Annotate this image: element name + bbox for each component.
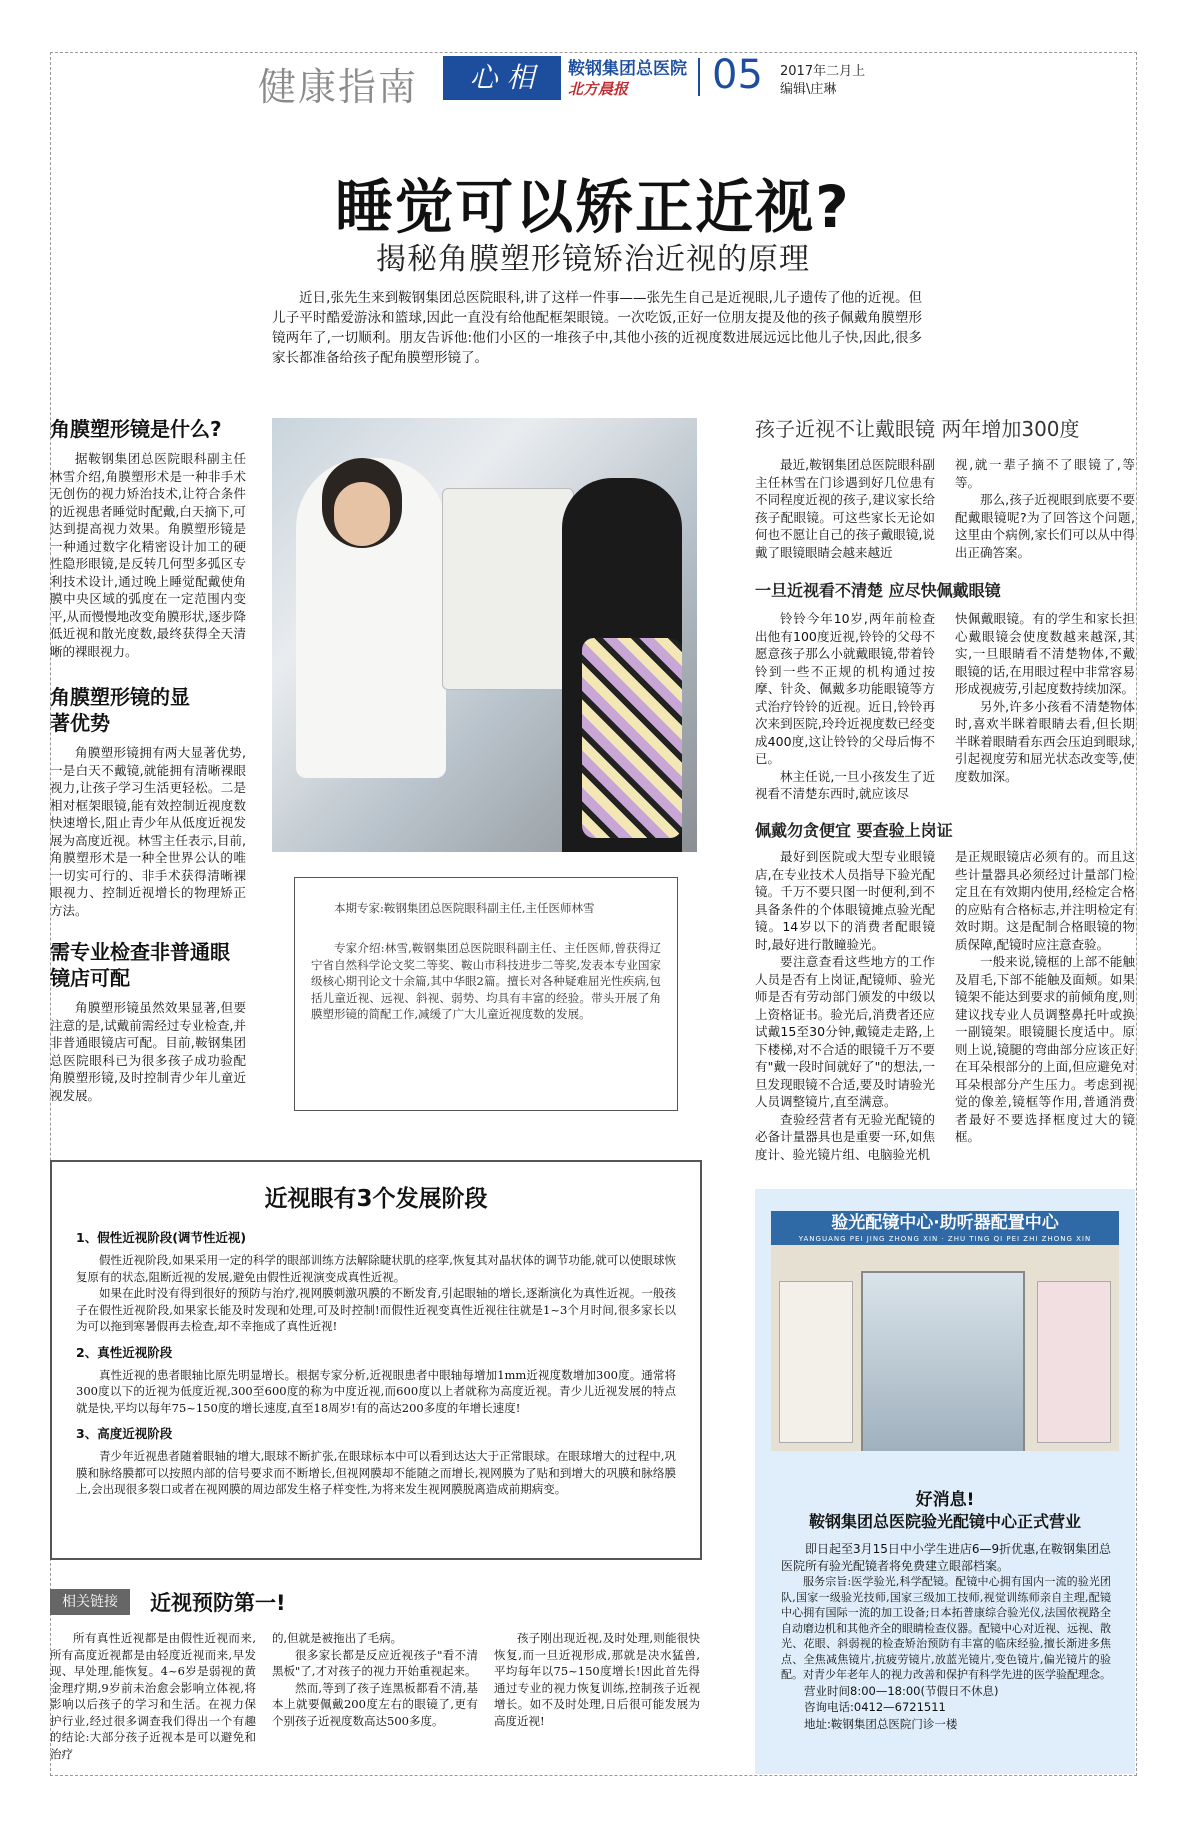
column-logo: 心 相 [443, 56, 561, 100]
doctor-face [334, 482, 390, 546]
link-col3 [494, 1630, 700, 1729]
link-col2 [272, 1630, 478, 1729]
link-paragraph4: 然而,等到了孩子连黑板都看不清,基本上就要佩戴200度左右的眼镜了,更有个别孩子近视度数高达500多度。 [272, 1680, 478, 1728]
store-photo [771, 1211, 1119, 1451]
subheadline: 揭秘角膜塑形镜矫治近视的原理 [376, 242, 810, 277]
stage2-p1: 真性近视的患者眼轴比原先明显增长。根据专家分析,近视眼患者中眼轴每增加1mm近视度数增加300度。通常将300度以下的近视为低度近视,300至600度的称为中度近视,而600度以上者就称为高度近视。青少儿近视发展的特点就是快,平均以每年75~150度的增长速度,直至18周岁!有的高达200多度的年增长速度! [76, 1367, 676, 1415]
paragraph-instruments: 查验经营者有无验光配镜的必备计量器具也是重要一环,如焦度计、验光镜片组、电脑验光机 [755, 1111, 935, 1162]
section-title: 健康指南 [258, 65, 419, 109]
paragraph-no-glasses-cont: 视,就一辈子摘不了眼镜了,等等。 [955, 457, 1135, 490]
newspaper-name: 北方晨报 [568, 80, 629, 98]
expert-line1: 本期专家:鞍钢集团总医院眼科副主任,主任医师林雪 [334, 901, 595, 915]
stage1-title: 1、假性近视阶段(调节性近视) [76, 1230, 247, 1245]
paragraph-instruments-cont: 是正规眼镜店必须有的。而且这些计量器具必须经过计量部门检定且在有效期内使用,经检定合格的应贴有合格标志,并注明检定有效时期。这是配制合格眼镜的物质保障,配镜时应注意查验。 [955, 849, 1135, 952]
heading-advantages: 角膜塑形镜的显著优势 [50, 685, 190, 735]
issue-date: 2017年二月上 [780, 64, 866, 79]
heading-professional: 需专业检查非普通眼镜店可配 [50, 940, 230, 990]
link-paragraph1: 所有真性近视都是由假性近视而来,所有高度近视都是由轻度近视而来,早发现、早处理,能恢复。4~6岁是弱视的黄金理疗期,9岁前未治愈会影响立体视,将影响以后孩子的学习和生活。在视力保护行业,经过很多调查我们得出一个有趣的结论:大部分孩子近视本是可以避免和治疗 [50, 1631, 256, 1761]
stages-title: 近视眼有3个发展阶段 [264, 1186, 488, 1212]
poster-right [1037, 1281, 1111, 1443]
paragraph-lin-says: 林主任说,一旦小孩发生了近视看不清楚东西时,就应该尽 [755, 768, 935, 801]
link-paragraph2: 的,但就是被拖出了毛病。 [272, 1631, 403, 1645]
eye-exam-photo [272, 418, 697, 852]
paragraph-squint: 另外,许多小孩看不清楚物体时,喜欢半眯着眼睛去看,但长期半眯着眼睛看东西会压迫到眼球,引起视度劳和屈光状态改变等,使度数加深。 [955, 698, 1135, 784]
expert-box [294, 877, 678, 1111]
paragraph-what-is: 据鞍钢集团总医院眼科副主任林雪介绍,角膜塑形术是一种非手术无创伤的视力矫治技术,让符合条件的近视患者睡觉时配戴,白天摘下,可达到提高视力效果。角膜塑形镜是一种通过数字化精密设计加工的硬性隐形眼镜,是反转几何型多弧区专利技术设计,通过晚上睡觉配戴使角膜中央区域的弧度在一定范围内变平,从而慢慢地改变角膜形状,逐步降低近视和散光度数,最终获得全天清晰的裸眼视力。 [50, 451, 246, 659]
paragraph-advantages: 角膜塑形镜拥有两大显著优势,一是白天不戴镜,就能拥有清晰裸眼视力,让孩子学习生活更轻松。二是相对框架眼镜,能有效控制近视度数快速增长,阻止青少年从低度近视发展为高度近视。林雪主任表示,目前,角膜塑形术是一种全世界公认的唯一切实可行的、非手术获得清晰裸眼视力、控制近视增长的物理矫正方法。 [50, 745, 246, 918]
stage3-title: 3、高度近视阶段 [76, 1426, 173, 1441]
right-col-d [955, 610, 1135, 785]
expert-line2: 专家介绍:林雪,鞍钢集团总医院眼科副主任、主任医师,曾获得辽宁省自然科学论文奖二等奖、鞍山市科技进步二等奖,发表本专业国家级核心期刊论文十余篇,其中华眼2篇。擅长对各种疑难屈光性疾病,包括儿童近视、远视、斜视、弱势、均具有丰富的经验。带头开展了角膜塑形镜的简配工作,减缓了广大儿童近视度数的发展。 [311, 941, 661, 1021]
store-sign: 验光配镜中心·助听器配置中心 [831, 1213, 1059, 1233]
link-paragraph3: 很多家长都是反应近视孩子"看不清黑板"了,才对孩子的视力开始重视起来。 [272, 1647, 478, 1678]
ad-headline2: 鞍钢集团总医院验光配镜中心正式营业 [808, 1512, 1081, 1531]
ad-service: 服务宗旨:医学验光,科学配镜。配镜中心拥有国内一流的验光团队,国家一级验光技师,国家三级加工技师,视觉训练师亲自主理,配镜中心拥有国际一流的加工设备;日本拓普康综合验光仪,法国依视路全自动磨边机和其他齐全的眼睛检查仪器。配镜中心对近视、远视、散光、花眼、斜弱视的检查矫治预防有丰富的临床经验,擅长渐进多焦点、全焦减焦镜片,抗疲劳镜片,放蓝光镜片,变色镜片,偏光镜片的验配。对青少年老年人的视力改善和保护有科学先进的医学验配理念。 [781, 1575, 1111, 1681]
child-dress [582, 638, 682, 838]
right-column [755, 416, 1135, 442]
stage1-p2: 如果在此时没有得到很好的预防与治疗,视网膜刺激巩膜的不断发育,引起眼轴的增长,逐渐演化为真性近视。一般孩子在假性近视阶段,如果家长能及时发现和处理,可及时控制!而假性近视变真性近视往往就是1~3个月时间,很多家长以为可以拖到寒暑假再去检查,却不幸拖成了真性近视! [76, 1286, 676, 1333]
related-link-title: 近视预防第一! [150, 1591, 286, 1615]
heading-what-is: 角膜塑形镜是什么? [50, 417, 222, 441]
intro-paragraph: 近日,张先生来到鞍钢集团总医院眼科,讲了这样一件事——张先生自己是近视眼,儿子遗传了他的近视。但儿子平时酷爱游泳和篮球,因此一直没有给他配框架眼镜。一次吃饭,正好一位朋友提及他的孩子佩戴角膜塑形镜两年了,一切顺利。朋友告诉他:他们小区的一堆孩子中,其他小孩的近视度数进展远远比他儿子快,因此,很多家长都准备给孩子配角膜塑形镜了。 [272, 290, 922, 366]
ad-address: 地址:鞍钢集团总医院门诊一楼 [804, 1716, 958, 1731]
paragraph-wear-soon: 快佩戴眼镜。有的学生和家长担心戴眼镜会使度数越来越深,其实,一旦眼睛看不清楚物体,不戴眼镜的话,在用眼过程中非常容易形成视疲劳,引起度数持续加深。 [955, 611, 1135, 696]
hospital-name: 鞍钢集团总医院 [568, 59, 687, 79]
stages-box [50, 1160, 702, 1560]
link-col1 [50, 1630, 256, 1762]
paragraph-professional: 角膜塑形镜虽然效果显著,但要注意的是,试戴前需经过专业检查,并非普通眼镜店可配。目前,鞍钢集团总医院眼科已为很多孩子成功验配角膜塑形镜,及时控制青少年儿童近视发展。 [50, 1000, 246, 1103]
paragraph-answer: 那么,孩子近视眼到底要不要配戴眼镜呢?为了回答这个问题,这里由个病例,家长们可以从中得出正确答案。 [955, 492, 1135, 560]
optical-center-ad [755, 1189, 1135, 1774]
paragraph-no-glasses: 最近,鞍钢集团总医院眼科副主任林雪在门诊遇到好几位患有不同程度近视的孩子,建议家长给孩子配眼镜。可这些家长无论如何也不愿让自己的孩子戴眼镜,说戴了眼镜眼睛会越来越近 [755, 457, 935, 560]
right-col-f [955, 848, 1135, 1146]
paragraph-frame: 一般来说,镜框的上部不能触及眉毛,下部不能触及面颊。如果镜架不能达到要求的前倾角度,则建议找专业人员调整鼻托叶或换一副镜架。眼镜腿长度适中。原则上说,镜腿的弯曲部分应该正好在耳朵根部分的上面,但应避免对耳朵根部分产生压力。考虑到视觉的像差,镜框等作用,普通消费者最好不要选择框度过大的镜框。 [955, 954, 1135, 1144]
stages-content [76, 1228, 676, 1498]
heading-wear-glasses: 一旦近视看不清楚 应尽快佩戴眼镜 [755, 581, 1001, 600]
ad-headline: 好消息! [915, 1490, 975, 1510]
heading-certificate: 佩戴勿贪便宜 要查验上岗证 [755, 821, 953, 840]
right-col-b [955, 456, 1135, 561]
stage2-title: 2、真性近视阶段 [76, 1344, 173, 1360]
right-col-c [755, 610, 935, 803]
editor: 编辑\庄琳 [780, 82, 837, 97]
stage1-p1: 假性近视阶段,如果采用一定的科学的眼部训练方法解除睫状肌的痉挛,恢复其对晶状体的调节功能,就可以使眼球恢复原有的状态,阻断近视的发展,避免由假性近视演变成真性近视。 [76, 1253, 676, 1284]
right-col-a [755, 456, 935, 561]
ad-body [781, 1541, 1111, 1732]
headline: 睡觉可以矫正近视? [335, 173, 851, 241]
heading-no-glasses: 孩子近视不让戴眼镜 两年增加300度 [755, 417, 1080, 441]
paragraph-check-staff: 要注意查看这些地方的工作人员是否有上岗证,配镜师、验光师是否有劳动部门颁发的中级以上资格证书。验光后,消费者还应试戴15至30分钟,戴镜走走路,上下楼梯,对不合适的眼镜千万不要有"戴一段时间就好了"的想法,一旦发现眼镜不合适,要及时请验光人员调整镜片,直至满意。 [755, 954, 935, 1109]
right-col-e [755, 848, 935, 1163]
store-entrance [861, 1271, 1025, 1451]
ad-promo: 即日起至3月15日中小学生进店6—9折优惠,在鞍钢集团总医院所有验光配镜者将免费建立眼部档案。 [781, 1542, 1111, 1573]
ad-hours: 营业时间8:00—18:00(节假日不休息) [804, 1683, 999, 1698]
paragraph-hospital: 最好到医院或大型专业眼镜店,在专业技术人员指导下验光配镜。千万不要只图一时便利,到不具备条件的个体眼镜摊点验光配镜。14岁以下的消费者配眼镜时,最好进行散瞳验光。 [755, 849, 935, 952]
link-paragraph5: 孩子刚出现近视,及时处理,则能很快恢复,而一旦近视形成,那就是决水猛兽,平均每年以75~150度增长!因此首先得通过专业的视力恢复训练,控制孩子近视增长。如不及时处理,日后很可能发展为高度近视! [494, 1631, 700, 1728]
page-number: 05 [712, 52, 763, 98]
left-column [50, 416, 246, 1104]
paragraph-lingling: 铃铃今年10岁,两年前检查出他有100度近视,铃铃的父母不愿意孩子那么小就戴眼镜,带着铃铃到一些不正规的机构通过按摩、针灸、佩戴多功能眼镜等方式治疗铃铃的近视。近日,铃铃再次来到医院,玲玲近视度数已经变成400度,这让铃铃的父母后悔不已。 [755, 611, 935, 766]
related-link-tag: 相关链接 [50, 1589, 130, 1615]
stage3-p1: 青少年近视患者随着眼轴的增大,眼球不断扩张,在眼球标本中可以看到达达大于正常眼球。在眼球增大的过程中,巩膜和脉络膜都可以按照内部的信号要求而不断增长,但视网膜却不能随之而增长,视网膜为了贴和到增大的巩膜和脉络膜上,会出现很多裂口或者在视网膜的周边部发生格子样变性,为将来发生视网膜脱离造成前期病变。 [76, 1449, 676, 1496]
header-divider [698, 58, 700, 96]
store-sign-pinyin: YANGUANG PEI JING ZHONG XIN · ZHU TING QI PEI ZHI ZHONG XIN [798, 1235, 1092, 1243]
ad-phone: 咨询电话:0412—6721511 [804, 1700, 946, 1714]
refractometer [442, 488, 574, 690]
poster-left [779, 1281, 853, 1443]
